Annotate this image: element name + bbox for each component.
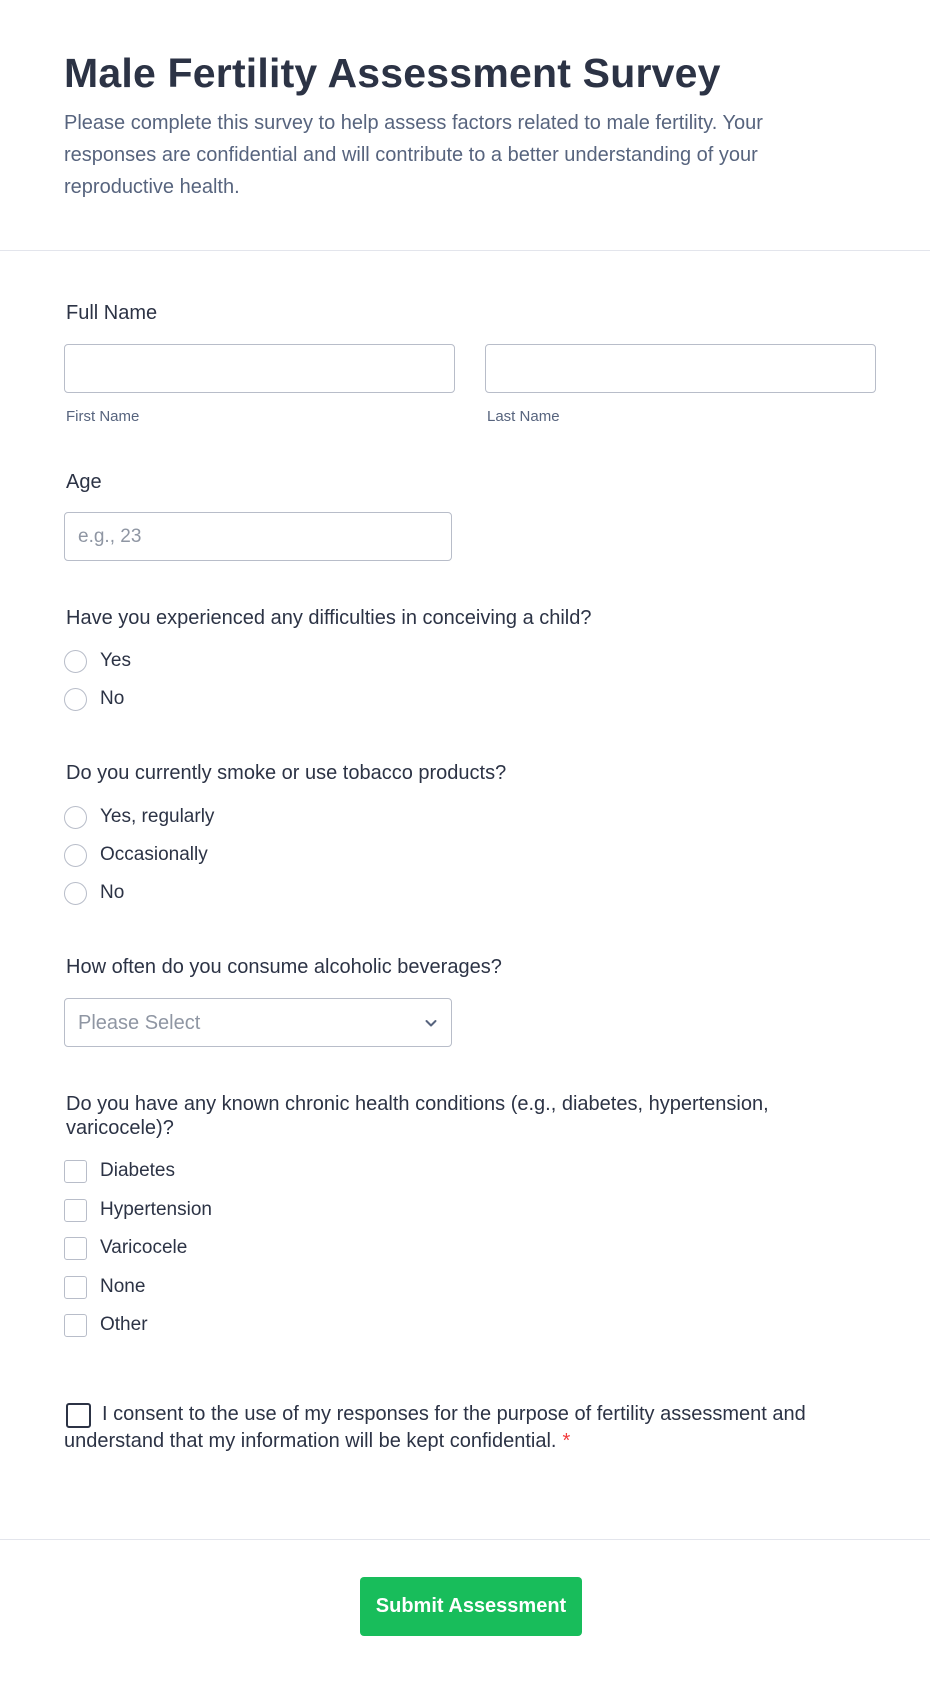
option-label: No [100,688,125,709]
tobacco-option-occasionally[interactable] [64,842,208,868]
condition-option-other[interactable] [64,1312,148,1338]
alcohol-question: How often do you consume alcoholic beverages? [66,956,502,978]
checkbox[interactable] [64,1237,87,1260]
tobacco-option-no[interactable] [64,880,124,906]
option-label: Other [100,1314,148,1335]
radio-button[interactable] [64,688,87,711]
condition-option-none[interactable] [64,1274,145,1300]
chevron-down-icon [423,1015,439,1031]
option-label: Diabetes [100,1160,175,1181]
option-label: Yes [100,650,131,671]
page-title: Male Fertility Assessment Survey [64,50,721,96]
submit-button[interactable]: Submit Assessment [360,1577,582,1636]
last-name-input[interactable] [485,344,876,393]
age-label: Age [66,471,102,493]
condition-option-varicocele[interactable] [64,1235,187,1261]
checkbox[interactable] [64,1160,87,1183]
required-marker: * [562,1430,571,1452]
conceiving-option-yes[interactable] [64,648,131,674]
consent-label: I consent to the use of my responses for the purpose of fertility assessment and understand that my information will be kept confidential. [64,1403,806,1452]
radio-button[interactable] [64,650,87,673]
select-value: Please Select [78,1012,201,1034]
checkbox[interactable] [64,1199,87,1222]
option-label: None [100,1276,146,1297]
consent-text [64,1401,834,1455]
page-description: Please complete this survey to help assess factors related to male fertility. Your responses are confidential and will contribute to a better understanding of your reproductive health. [64,112,763,198]
form-header [0,0,930,251]
footer-divider [0,1539,930,1540]
full-name-label: Full Name [66,302,158,324]
conceiving-option-no[interactable] [64,686,124,712]
last-name-sublabel: Last Name [487,408,560,425]
tobacco-question: Do you currently smoke or use tobacco products? [66,762,507,784]
radio-button[interactable] [64,806,87,829]
alcohol-select[interactable] [64,998,452,1047]
condition-option-diabetes[interactable] [64,1158,175,1184]
conceiving-question: Have you experienced any difficulties in conceiving a child? [66,607,592,629]
option-label: No [100,882,125,903]
age-input[interactable] [64,512,452,561]
checkbox[interactable] [64,1314,87,1337]
tobacco-option-regularly[interactable] [64,804,214,830]
option-label: Hypertension [100,1199,212,1220]
checkbox[interactable] [64,1276,87,1299]
first-name-sublabel: First Name [66,408,140,425]
radio-button[interactable] [64,844,87,867]
first-name-input[interactable] [64,344,455,393]
option-label: Varicocele [100,1237,188,1258]
condition-option-hypertension[interactable] [64,1197,212,1223]
conditions-question: Do you have any known chronic health conditions (e.g., diabetes, hypertension, varicocele)? [66,1093,769,1139]
option-label: Occasionally [100,844,208,865]
consent-checkbox[interactable] [66,1403,91,1428]
option-label: Yes, regularly [100,806,215,827]
radio-button[interactable] [64,882,87,905]
